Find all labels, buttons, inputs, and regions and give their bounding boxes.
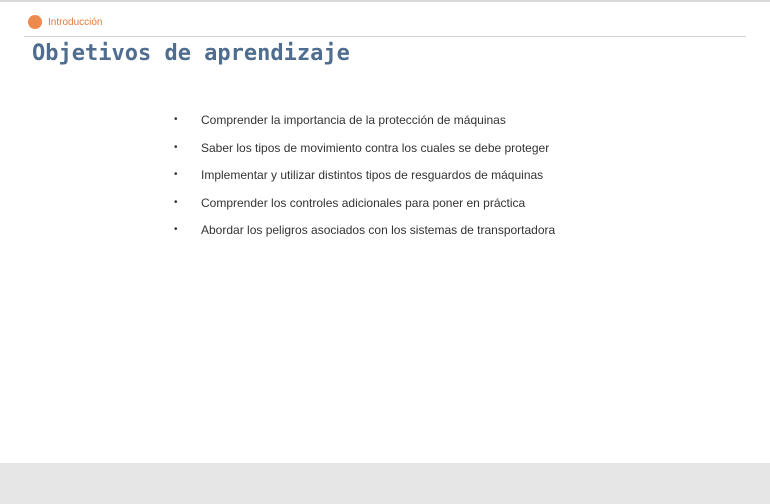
bullet-icon: • bbox=[174, 224, 178, 235]
bullet-icon: • bbox=[174, 169, 178, 180]
section-label: Introducción bbox=[48, 17, 103, 28]
footer-bar bbox=[0, 463, 770, 504]
bullet-icon: • bbox=[174, 196, 178, 208]
page-title: Objetivos de aprendizaje bbox=[32, 41, 350, 66]
objective-text: Saber los tipos de movimiento contra los cuales se debe proteger bbox=[201, 140, 550, 155]
bullet-icon: • bbox=[174, 114, 178, 125]
header-divider bbox=[24, 36, 746, 37]
objective-text: Comprender la importancia de la protección de máquinas bbox=[201, 113, 506, 127]
section-dot-icon bbox=[28, 15, 42, 29]
objective-text: Implementar y utilizar distintos tipos de resguardos de máquinas bbox=[201, 168, 544, 182]
bullet-icon: • bbox=[174, 141, 178, 153]
objective-text: Comprender los controles adicionales para poner en práctica bbox=[201, 195, 526, 210]
top-border bbox=[0, 0, 770, 2]
objective-text: Abordar los peligros asociados con los sistemas de transportadora bbox=[201, 223, 556, 237]
